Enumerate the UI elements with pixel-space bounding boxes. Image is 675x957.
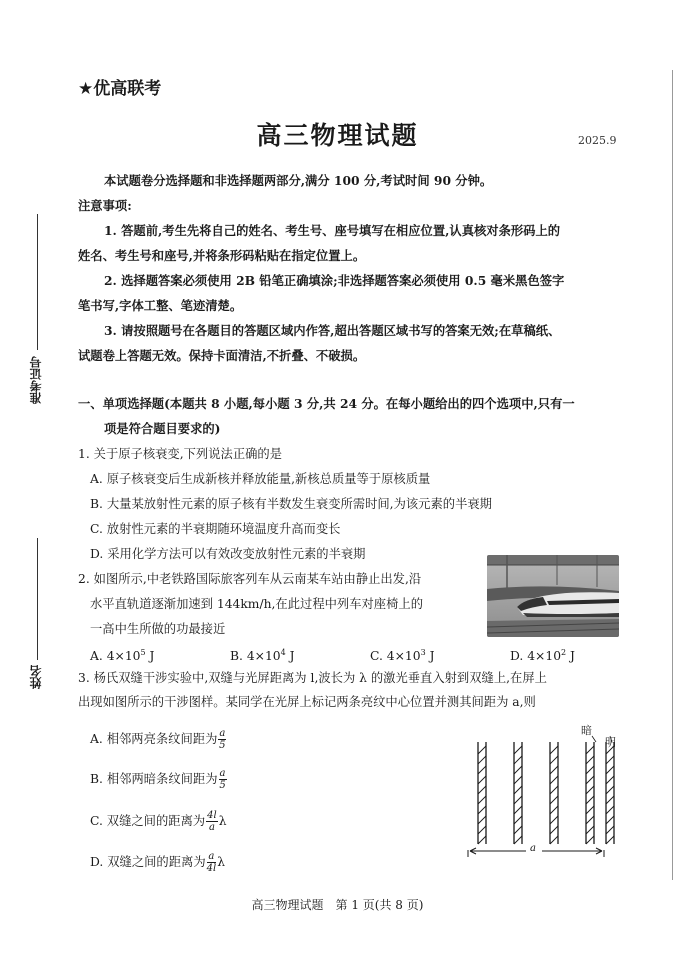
q2-option-b: B. $4\times 10^4$ J (230, 648, 295, 664)
note-2-line-2: 笔书写,字体工整、笔迹清楚。 (78, 298, 243, 313)
q2-stem-line-2: 水平直轨道逐渐加速到 144km/h,在此过程中列车对座椅上的 (90, 597, 423, 611)
admission-number-label: 准考证号 (29, 356, 43, 404)
train-photo (487, 555, 619, 637)
exam-date: 2025.9 (578, 134, 617, 147)
note-3-line-2: 试题卷上答题无效。保持卡面清洁,不折叠、不破损。 (78, 348, 366, 363)
q1-stem: 1. 关于原子核衰变,下列说法正确的是 (78, 447, 283, 461)
intro-text: 本试题卷分选择题和非选择题两部分,满分 100 分,考试时间 90 分钟。 (104, 173, 493, 188)
q2-option-c: C. $4\times 10^3$ J (370, 648, 435, 664)
dark-fringe-label: 暗 (581, 724, 592, 737)
bright-fringe-label: 明 (605, 736, 616, 749)
q3-option-a: A. 相邻两亮条纹间距为 $\frac{a}{5}$ (90, 728, 226, 751)
note-1-line-1: 1. 答题前,考生先将自己的姓名、考生号、座号填写在相应位置,认真核对条形码上的 (104, 223, 561, 238)
q3-option-d: D. 双缝之间的距离为 $\frac{a}{4l}$ λ (90, 851, 225, 874)
notes-heading: 注意事项: (78, 198, 132, 213)
name-line[interactable] (37, 538, 38, 660)
page-edge (672, 70, 673, 880)
q1-option-d: D. 采用化学方法可以有效改变放射性元素的半衰期 (90, 547, 366, 561)
note-1-line-2: 姓名、考生号和座号,并将条形码粘贴在指定位置上。 (78, 248, 366, 263)
q3-option-c: C. 双缝之间的距离为 $\frac{4l}{a}$ λ (90, 810, 227, 833)
note-2-line-1: 2. 选择题答案必须使用 2B 铅笔正确填涂;非选择题答案必须使用 0.5 毫米黑色签字 (104, 273, 565, 288)
q3-stem-line-2: 出现如图所示的干涉图样。某同学在光屏上标记两条亮纹中心位置并测其间距为 a,则 (78, 695, 536, 709)
q2-stem-line-3: 一高中生所做的功最接近 (90, 622, 226, 636)
q1-option-c: C. 放射性元素的半衰期随环境温度升高而变长 (90, 522, 341, 536)
q1-option-b: B. 大量某放射性元素的原子核有半数发生衰变所需时间,为该元素的半衰期 (90, 497, 492, 511)
page-footer: 高三物理试题 第 1 页(共 8 页) (251, 898, 424, 912)
admission-number-line[interactable] (37, 214, 38, 350)
q1-option-a: A. 原子核衰变后生成新核并释放能量,新核总质量等于原核质量 (90, 472, 431, 486)
section-1-heading-cont: 项是符合题目要求的) (104, 421, 221, 436)
page-title: 高三物理试题 (256, 121, 419, 150)
q2-option-d: D. $4\times 10^2$ J (510, 648, 575, 664)
q3-option-b: B. 相邻两暗条纹间距为 $\frac{a}{5}$ (90, 768, 226, 791)
name-label: 姓名 (29, 665, 43, 689)
distance-a-label: a (530, 843, 536, 854)
q2-option-a: A. $4\times 10^5$ J (90, 648, 155, 664)
brand-label: ★优高联考 (78, 79, 162, 99)
section-1-heading: 一、单项选择题(本题共 8 小题,每小题 3 分,共 24 分。在每小题给出的四个选项中,只有一 (78, 396, 575, 411)
q3-stem-line-1: 3. 杨氏双缝干涉实验中,双缝与光屏距离为 l,波长为 λ 的激光垂直入射到双缝上,在屏上 (78, 671, 547, 685)
q2-stem-line-1: 2. 如图所示,中老铁路国际旅客列车从云南某车站由静止出发,沿 (78, 572, 422, 586)
interference-figure (458, 720, 628, 860)
note-3-line-1: 3. 请按照题号在各题目的答题区域内作答,超出答题区域书写的答案无效;在草稿纸、 (104, 323, 561, 338)
